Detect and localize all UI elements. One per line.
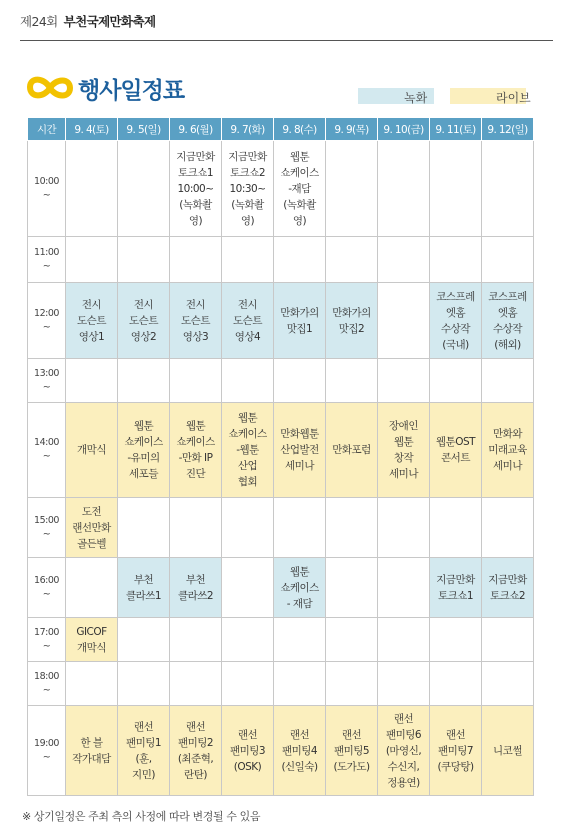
empty-cell: [430, 498, 482, 558]
event-cell-live: 랜선 팬미팅1 (훈, 지민): [118, 706, 170, 796]
event-cell-live: 니코썰: [482, 706, 534, 796]
empty-cell: [274, 618, 326, 662]
empty-cell: [482, 359, 534, 403]
column-header-day: 9. 12(일): [482, 118, 534, 141]
event-cell-recorded: 지금만화 토크쇼1: [430, 558, 482, 618]
time-cell: 14:00 ~: [28, 403, 66, 498]
page-header: [20, 12, 553, 41]
schedule-row: [28, 706, 534, 796]
empty-cell: [274, 498, 326, 558]
event-cell-recorded: 전시 도슨트 영상3: [170, 283, 222, 359]
empty-cell: [170, 618, 222, 662]
event-cell-live: 랜선 팬미팅7 (쿠당탕): [430, 706, 482, 796]
empty-cell: [222, 558, 274, 618]
empty-cell: [222, 662, 274, 706]
event-cell-recorded: 만화가의 맛집2: [326, 283, 378, 359]
empty-cell: [326, 618, 378, 662]
column-header-day: 9. 7(화): [222, 118, 274, 141]
yellow-knot-logo-icon: [26, 74, 74, 102]
event-cell-live: 웹툰OST 콘서트: [430, 403, 482, 498]
empty-cell: [118, 141, 170, 237]
event-cell-live: 랜선 팬미팅5 (도가도): [326, 706, 378, 796]
event-cell-recorded: 부천 클라쓰2: [170, 558, 222, 618]
empty-cell: [378, 498, 430, 558]
empty-cell: [326, 141, 378, 237]
empty-cell: [378, 283, 430, 359]
event-cell-live: 웹툰 쇼케이스 -웹툰 산업 협회: [222, 403, 274, 498]
empty-cell: [118, 237, 170, 283]
time-cell: 17:00 ~: [28, 618, 66, 662]
empty-cell: [118, 498, 170, 558]
empty-cell: [378, 141, 430, 237]
footnote: ※ 상기일정은 주최 측의 사정에 따라 변경될 수 있음: [22, 810, 261, 823]
empty-cell: [326, 662, 378, 706]
empty-cell: 웹툰 쇼케이스 -재담 (녹화촬 영): [274, 141, 326, 237]
column-header-day: 9. 10(금): [378, 118, 430, 141]
empty-cell: [482, 662, 534, 706]
empty-cell: [222, 498, 274, 558]
empty-cell: [170, 237, 222, 283]
empty-cell: [118, 359, 170, 403]
event-cell-recorded: 전시 도슨트 영상1: [66, 283, 118, 359]
empty-cell: [326, 359, 378, 403]
event-cell-live: 만화웹툰 산업발전 세미나: [274, 403, 326, 498]
empty-cell: 지금만화 토크쇼2 10:30~ (녹화촬 영): [222, 141, 274, 237]
empty-cell: [66, 237, 118, 283]
empty-cell: 지금만화 토크쇼1 10:00~ (녹화촬 영): [170, 141, 222, 237]
time-cell: 16:00 ~: [28, 558, 66, 618]
event-cell-recorded: 코스프레 엣홈 수상작 (국내): [430, 283, 482, 359]
schedule-row: [28, 618, 534, 662]
empty-cell: [378, 558, 430, 618]
empty-cell: [66, 558, 118, 618]
empty-cell: [326, 237, 378, 283]
empty-cell: [170, 498, 222, 558]
schedule-row: [28, 237, 534, 283]
time-cell: 13:00 ~: [28, 359, 66, 403]
event-cell-live: 랜선 팬미팅3 (OSK): [222, 706, 274, 796]
time-cell: 11:00 ~: [28, 237, 66, 283]
empty-cell: [222, 618, 274, 662]
empty-cell: [430, 359, 482, 403]
event-cell-live: 도전 랜선만화 골든벨: [66, 498, 118, 558]
schedule-row: [28, 558, 534, 618]
empty-cell: [66, 141, 118, 237]
event-cell-live: 장애인 웹툰 창작 세미나: [378, 403, 430, 498]
event-cell-recorded: 전시 도슨트 영상2: [118, 283, 170, 359]
event-cell-live: 개막식: [66, 403, 118, 498]
empty-cell: [170, 359, 222, 403]
event-cell-recorded: 웹툰 쇼케이스 - 재담: [274, 558, 326, 618]
legend-recorded-label: 녹화: [404, 91, 428, 105]
event-cell-live: 랜선 팬미팅6 (마영신, 수신지, 정용연): [378, 706, 430, 796]
column-header-day: 9. 9(목): [326, 118, 378, 141]
empty-cell: [482, 141, 534, 237]
time-cell: 12:00 ~: [28, 283, 66, 359]
empty-cell: [170, 662, 222, 706]
event-cell-live: GICOF 개막식: [66, 618, 118, 662]
empty-cell: [430, 237, 482, 283]
column-header-day: 9. 11(토): [430, 118, 482, 141]
event-cell-live: 랜선 팬미팅2 (최준혁, 란탄): [170, 706, 222, 796]
event-cell-recorded: 전시 도슨트 영상4: [222, 283, 274, 359]
empty-cell: [274, 359, 326, 403]
empty-cell: [326, 498, 378, 558]
empty-cell: [378, 618, 430, 662]
empty-cell: [482, 498, 534, 558]
schedule-row: [28, 141, 534, 237]
event-cell-live: 만화포럼: [326, 403, 378, 498]
empty-cell: [430, 141, 482, 237]
time-cell: 18:00 ~: [28, 662, 66, 706]
column-header-day: 9. 6(월): [170, 118, 222, 141]
event-cell-recorded: 만화가의 맛집1: [274, 283, 326, 359]
event-cell-live: 웹툰 쇼케이스 -유미의 세포들: [118, 403, 170, 498]
schedule-row: [28, 498, 534, 558]
empty-cell: [274, 237, 326, 283]
schedule-table: [27, 117, 534, 796]
festival-name: 부천국제만화축제: [63, 14, 156, 29]
time-cell: 10:00 ~: [28, 141, 66, 237]
empty-cell: [430, 618, 482, 662]
schedule-row: [28, 359, 534, 403]
empty-cell: [274, 662, 326, 706]
empty-cell: [482, 237, 534, 283]
event-cell-recorded: 코스프레 엣홈 수상작 (해외): [482, 283, 534, 359]
empty-cell: [378, 237, 430, 283]
column-header-time: 시간: [28, 118, 66, 141]
event-cell-recorded: 지금만화 토크쇼2: [482, 558, 534, 618]
edition-label: 제24회: [20, 14, 58, 29]
empty-cell: [326, 558, 378, 618]
empty-cell: [118, 618, 170, 662]
column-header-day: 9. 8(수): [274, 118, 326, 141]
empty-cell: [118, 662, 170, 706]
empty-cell: [66, 359, 118, 403]
column-header-day: 9. 5(일): [118, 118, 170, 141]
column-header-day: 9. 4(토): [66, 118, 118, 141]
time-cell: 15:00 ~: [28, 498, 66, 558]
empty-cell: [482, 618, 534, 662]
legend-live-label: 라이브: [496, 91, 531, 105]
schedule-row: [28, 403, 534, 498]
empty-cell: [222, 237, 274, 283]
header-row: [28, 118, 534, 141]
event-cell-recorded: 부천 클라쓰1: [118, 558, 170, 618]
event-cell-live: 한 블 작가대담: [66, 706, 118, 796]
time-cell: 19:00 ~: [28, 706, 66, 796]
schedule-title: 행사일정표: [78, 78, 185, 104]
empty-cell: [430, 662, 482, 706]
empty-cell: [66, 662, 118, 706]
event-cell-live: 랜선 팬미팅4 (신일숙): [274, 706, 326, 796]
schedule-row: [28, 662, 534, 706]
empty-cell: [222, 359, 274, 403]
empty-cell: [378, 662, 430, 706]
schedule-row: [28, 283, 534, 359]
event-cell-live: 만화와 미래교육 세미나: [482, 403, 534, 498]
empty-cell: [378, 359, 430, 403]
event-cell-live: 웹툰 쇼케이스 -만화 IP 진단: [170, 403, 222, 498]
